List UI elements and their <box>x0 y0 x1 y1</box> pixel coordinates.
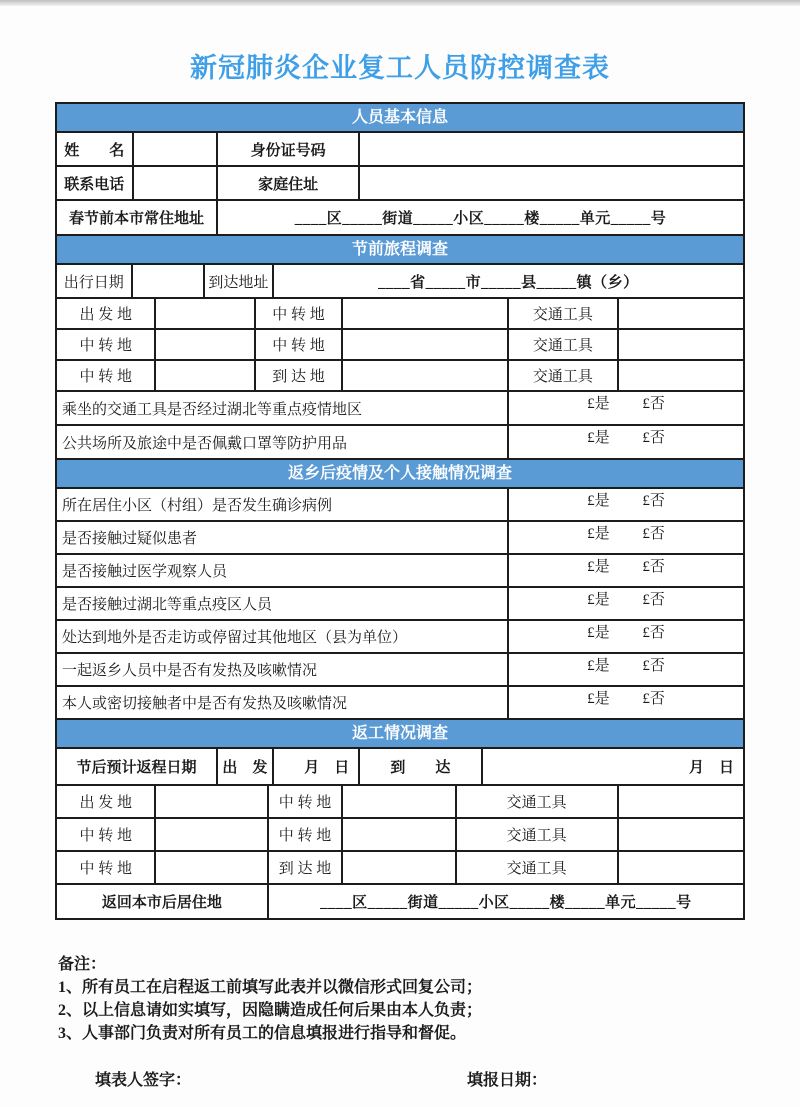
transport-input-cell[interactable] <box>619 819 743 850</box>
answer-cell <box>509 489 743 520</box>
checkbox-yes[interactable]: £是 <box>587 430 610 446</box>
transit-input-cell[interactable] <box>343 786 456 817</box>
checkbox-yes[interactable]: £是 <box>587 658 610 674</box>
return-address-blank-line[interactable]: ____区_____街道_____小区_____楼_____单元_____号 <box>320 895 692 911</box>
transport-input-cell[interactable] <box>619 852 743 883</box>
page-title: 新冠肺炎企业复工人员防控调查表 <box>190 53 610 83</box>
field-label-transit: 中 转 地 <box>57 361 156 390</box>
table-row <box>57 786 743 819</box>
checkbox-yes[interactable]: £是 <box>587 592 610 608</box>
answer-cell <box>509 555 743 586</box>
section-header-pre-trip: 节前旅程调查 <box>57 236 743 265</box>
field-label-transport: 交通工具 <box>457 819 619 850</box>
field-label-transit: 中 转 地 <box>57 852 156 883</box>
question-text: 是否接触过医学观察人员 <box>57 555 509 586</box>
table-row <box>57 852 743 885</box>
note-item: 1、所有员工在启程返工前填写此表并以微信形式回复公司； <box>58 979 483 996</box>
checkbox-no[interactable]: £否 <box>642 526 665 542</box>
answer-cell <box>509 588 743 619</box>
field-label-phone: 联系电话 <box>57 167 134 199</box>
question-text: 所在居住小区（村组）是否发生确诊病例 <box>57 489 509 520</box>
field-label-home-address: 家庭住址 <box>218 167 360 199</box>
table-row <box>57 299 743 330</box>
field-label-id-number: 身份证号码 <box>218 133 360 165</box>
pre-holiday-address-blank-line[interactable]: ____区_____街道_____小区_____楼_____单元_____号 <box>294 211 667 227</box>
transit-input-cell[interactable] <box>156 852 268 883</box>
question-row <box>57 392 743 426</box>
table-row <box>57 167 743 201</box>
checkbox-no[interactable]: £否 <box>642 592 665 608</box>
transport-input-cell[interactable] <box>619 786 743 817</box>
question-row <box>57 654 743 687</box>
field-label-arrival-address: 到达地址 <box>205 265 274 297</box>
field-label-transit: 中 转 地 <box>256 330 343 359</box>
field-label-pre-holiday-address: 春节前本市常住地址 <box>57 201 218 234</box>
depart-month-day-cell[interactable]: 月 日 <box>274 749 361 784</box>
transport-input-cell[interactable] <box>619 299 743 328</box>
field-label-name: 姓 名 <box>57 133 134 165</box>
question-row <box>57 555 743 588</box>
departure-input-cell[interactable] <box>156 786 268 817</box>
question-row <box>57 522 743 555</box>
departure-input-cell[interactable] <box>156 299 255 328</box>
checkbox-yes[interactable]: £是 <box>587 396 610 412</box>
transit-input-cell[interactable] <box>156 819 268 850</box>
checkbox-no[interactable]: £否 <box>642 691 665 707</box>
field-label-transport: 交通工具 <box>509 361 618 390</box>
checkbox-no[interactable]: £否 <box>642 396 665 412</box>
question-text: 是否接触过疑似患者 <box>57 522 509 553</box>
field-label-arrival: 到 达 地 <box>269 852 344 883</box>
checkbox-no[interactable]: £否 <box>642 559 665 575</box>
field-label-transit: 中 转 地 <box>57 330 156 359</box>
field-label-arrive: 到 达 <box>360 749 482 784</box>
note-item: 2、以上信息请如实填写，因隐瞒造成任何后果由本人负责； <box>58 1002 483 1019</box>
transit-input-cell[interactable] <box>343 330 509 359</box>
table-row <box>57 749 743 786</box>
scan-edge-artifact <box>0 0 800 6</box>
answer-cell <box>509 392 743 424</box>
phone-input-cell[interactable] <box>134 167 219 199</box>
survey-table <box>55 102 745 920</box>
transport-input-cell[interactable] <box>619 330 743 359</box>
question-row <box>57 426 743 460</box>
question-text: 一起返乡人员中是否有发热及咳嗽情况 <box>57 654 509 685</box>
transit-input-cell[interactable] <box>343 299 509 328</box>
question-row <box>57 621 743 654</box>
table-row <box>57 265 743 299</box>
checkbox-yes[interactable]: £是 <box>587 691 610 707</box>
arrive-month-day-cell[interactable]: 月 日 <box>688 760 734 776</box>
section-header-post-return: 返乡后疫情及个人接触情况调查 <box>57 460 743 489</box>
question-row <box>57 687 743 720</box>
question-row <box>57 489 743 522</box>
fill-date-label: 填报日期： <box>467 1072 548 1089</box>
arrival-address-blank-line[interactable]: ____省_____市_____县_____镇（乡） <box>378 274 639 291</box>
section-header-return-work: 返工情况调查 <box>57 720 743 749</box>
field-label-transport: 交通工具 <box>509 299 618 328</box>
travel-date-input-cell[interactable] <box>133 265 206 297</box>
checkbox-yes[interactable]: £是 <box>587 493 610 509</box>
transit-input-cell[interactable] <box>156 361 255 390</box>
checkbox-no[interactable]: £否 <box>642 493 665 509</box>
table-row <box>57 201 743 236</box>
checkbox-yes[interactable]: £是 <box>587 526 610 542</box>
notes-block <box>58 953 800 1045</box>
notes-title: 备注： <box>58 956 107 973</box>
question-text: 乘坐的交通工具是否经过湖北等重点疫情地区 <box>57 392 509 424</box>
name-input-cell[interactable] <box>134 133 219 165</box>
section-header-basic-info: 人员基本信息 <box>57 104 743 133</box>
answer-cell <box>509 426 743 458</box>
field-label-transit: 中 转 地 <box>269 786 344 817</box>
id-number-input-cell[interactable] <box>360 133 743 165</box>
table-row <box>57 885 743 918</box>
question-text: 公共场所及旅途中是否佩戴口罩等防护用品 <box>57 426 509 458</box>
field-label-return-address: 返回本市后居住地 <box>57 885 269 918</box>
field-label-departure: 出 发 地 <box>57 299 156 328</box>
field-label-departure: 出 发 地 <box>57 786 156 817</box>
answer-cell <box>509 522 743 553</box>
field-label-return-date: 节后预计返程日期 <box>57 749 218 784</box>
field-label-travel-date: 出行日期 <box>57 265 133 297</box>
home-address-input-cell[interactable] <box>360 167 743 199</box>
transit-input-cell[interactable] <box>343 819 456 850</box>
table-row <box>57 819 743 852</box>
checkbox-no[interactable]: £否 <box>642 430 665 446</box>
table-row <box>57 361 743 392</box>
field-label-depart: 出 发 <box>218 749 274 784</box>
checkbox-yes[interactable]: £是 <box>587 625 610 641</box>
question-text: 处达到地外是否走访或停留过其他地区（县为单位） <box>57 621 509 652</box>
question-text: 是否接触过湖北等重点疫区人员 <box>57 588 509 619</box>
answer-cell <box>509 621 743 652</box>
arrival-input-cell[interactable] <box>343 361 509 390</box>
transit-input-cell[interactable] <box>156 330 255 359</box>
checkbox-no[interactable]: £否 <box>642 625 665 641</box>
checkbox-no[interactable]: £否 <box>642 658 665 674</box>
field-label-transit: 中 转 地 <box>269 819 344 850</box>
signature-row <box>55 1067 745 1091</box>
arrival-input-cell[interactable] <box>343 852 456 883</box>
field-label-transit: 中 转 地 <box>256 299 343 328</box>
field-label-transport: 交通工具 <box>509 330 618 359</box>
field-label-transport: 交通工具 <box>457 786 619 817</box>
question-text: 本人或密切接触者中是否有发热及咳嗽情况 <box>57 687 509 718</box>
table-row <box>57 330 743 361</box>
transport-input-cell[interactable] <box>619 361 743 390</box>
answer-cell <box>509 687 743 718</box>
note-item: 3、人事部门负责对所有员工的信息填报进行指导和督促。 <box>58 1025 467 1042</box>
table-row <box>57 133 743 167</box>
field-label-arrival: 到 达 地 <box>256 361 343 390</box>
field-label-transport: 交通工具 <box>457 852 619 883</box>
signer-label: 填表人签字： <box>95 1072 192 1089</box>
question-row <box>57 588 743 621</box>
field-label-transit: 中 转 地 <box>57 819 156 850</box>
answer-cell <box>509 654 743 685</box>
checkbox-yes[interactable]: £是 <box>587 559 610 575</box>
